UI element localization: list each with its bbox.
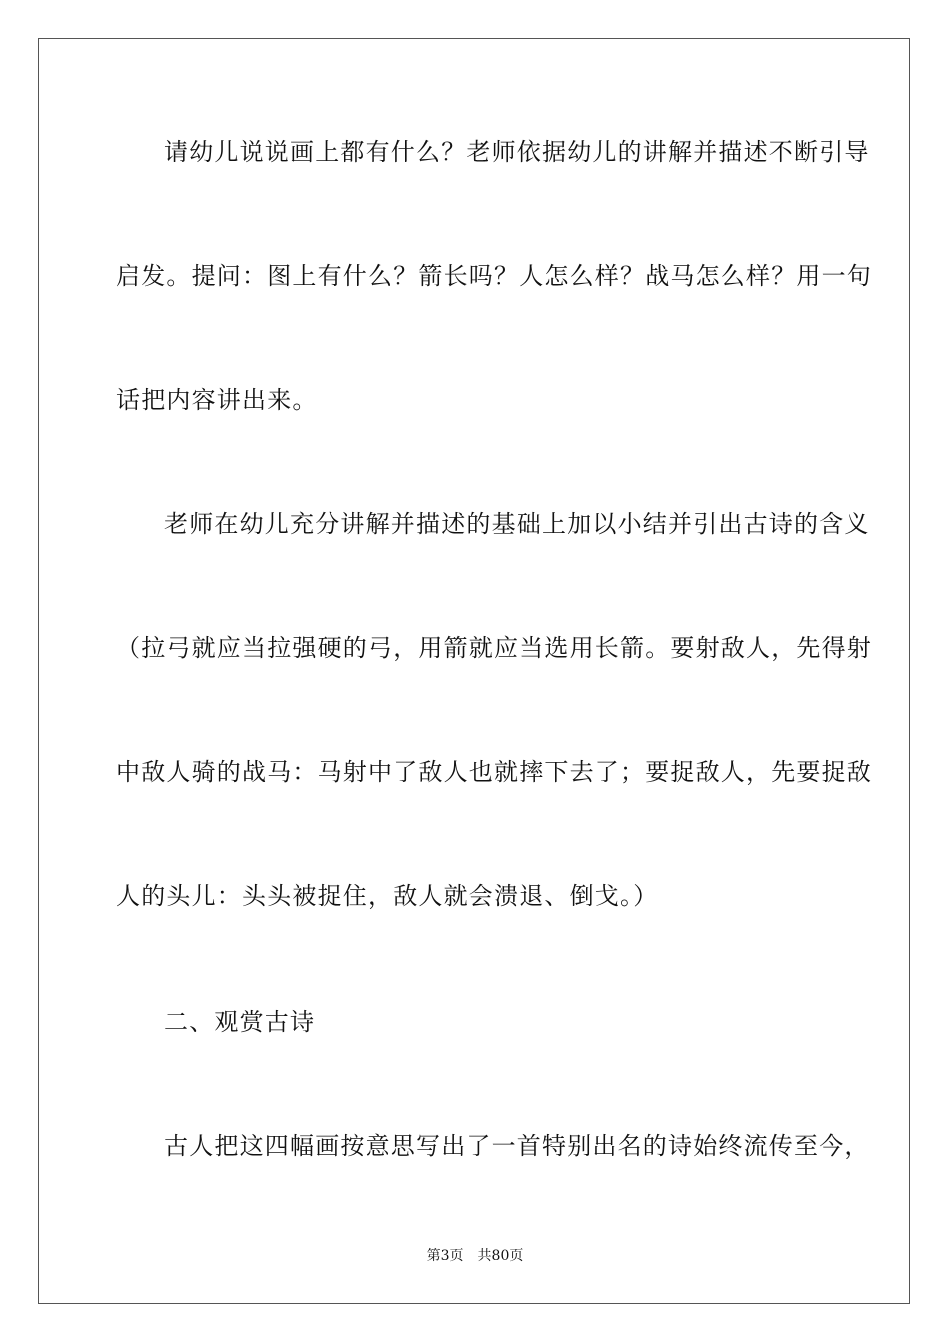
page-border bbox=[38, 38, 910, 1304]
paragraph-line: 老师在幼儿充分讲解并描述的基础上加以小结并引出古诗的含义 bbox=[164, 510, 870, 538]
page-total: 共80页 bbox=[477, 1248, 524, 1264]
paragraph-line: 中敌人骑的战马：马射中了敌人也就摔下去了；要捉敌人，先要捉敌 bbox=[116, 758, 872, 786]
page-footer bbox=[0, 1246, 950, 1266]
section-heading: 二、观赏古诗 bbox=[164, 1008, 316, 1036]
paragraph-line: 人的头儿：头头被捉住，敌人就会溃退、倒戈。） bbox=[116, 882, 659, 910]
paragraph-line: 启发。提问：图上有什么？箭长吗？人怎么样？战马怎么样？用一句 bbox=[116, 262, 872, 290]
paragraph-line: 请幼儿说说画上都有什么？老师依据幼儿的讲解并描述不断引导 bbox=[164, 138, 870, 166]
paragraph-line: 古人把这四幅画按意思写出了一首特别出名的诗始终流传至今， bbox=[164, 1132, 870, 1160]
paragraph-line: 话把内容讲出来。 bbox=[116, 386, 318, 414]
page-number: 第3页 bbox=[426, 1248, 464, 1264]
paragraph-line: （拉弓就应当拉强硬的弓，用箭就应当选用长箭。要射敌人，先得射 bbox=[116, 634, 872, 662]
